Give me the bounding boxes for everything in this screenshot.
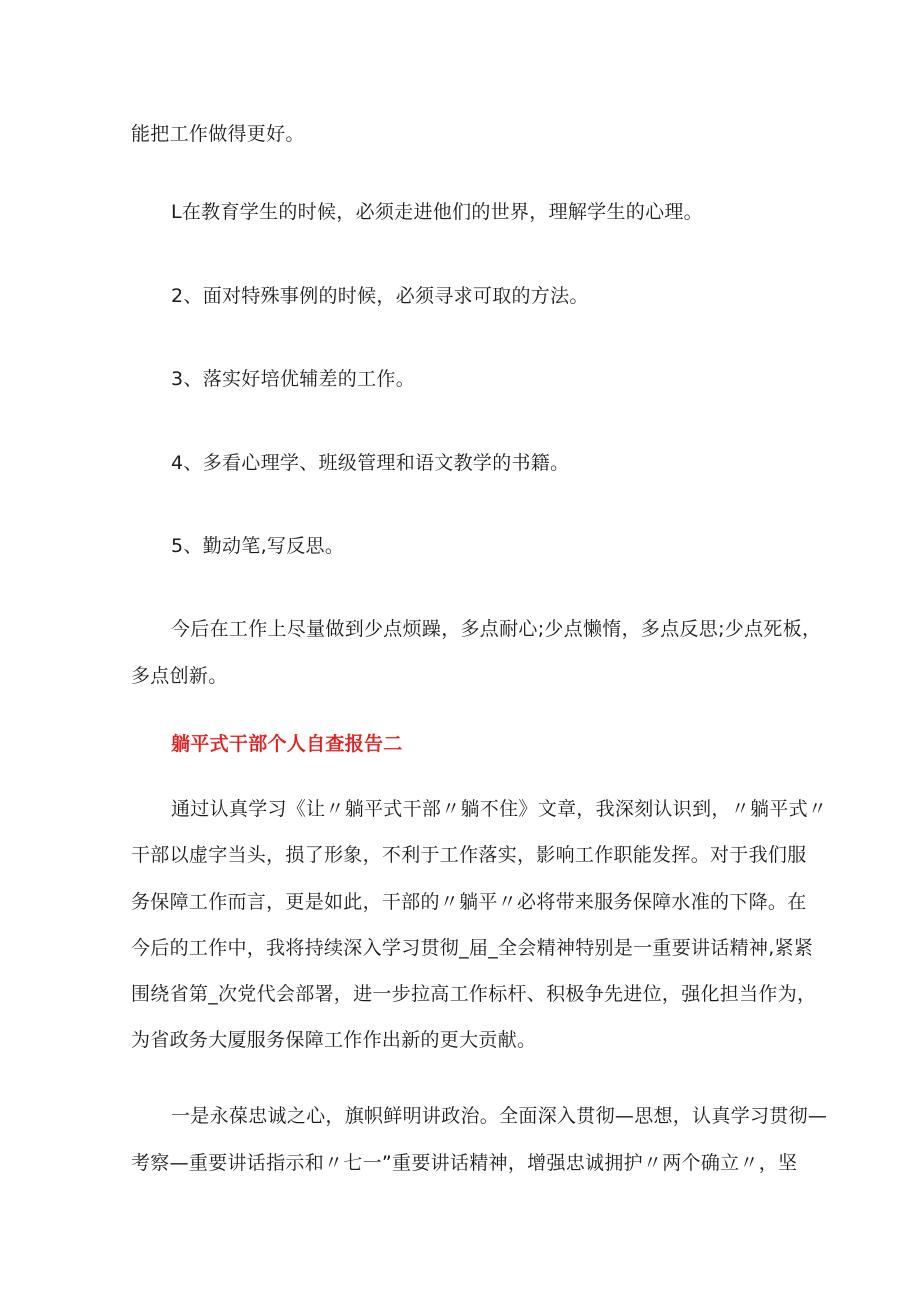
list-item-1: L在教育学生的时候，必须走进他们的世界，理解学生的心理。 bbox=[171, 201, 703, 223]
paragraph-line: 通过认真学习《让〃躺平式干部〃躺不住》文章，我深刻认识到，〃躺平式〃 bbox=[171, 798, 828, 820]
list-item-3: 3、落实好培优辅差的工作。 bbox=[171, 368, 415, 390]
paragraph-line: 今后在工作上尽量做到少点烦躁，多点耐心;少点懒惰，多点反思;少点死板， bbox=[171, 618, 822, 640]
paragraph-line: 务保障工作而言，更是如此，干部的〃躺平〃必将带来服务保障水准的下降。在 bbox=[131, 891, 807, 913]
paragraph-line: 多点创新。 bbox=[131, 665, 228, 687]
list-item-5: 5、勤动笔,写反思。 bbox=[171, 535, 345, 557]
paragraph-line: 围绕省第_次党代会部署，进一步拉高工作标杆、积极争先进位，强化担当作为， bbox=[131, 983, 817, 1005]
paragraph-line: 考察—重要讲话指示和〃七一”重要讲话精神，增强忠诚拥护〃两个确立〃，坚 bbox=[131, 1152, 798, 1174]
paragraph-line: 干部以虚字当头，损了形象，不利于工作落实，影响工作职能发挥。对于我们服 bbox=[131, 844, 807, 866]
paragraph-line: 一是永葆忠诚之心，旗帜鲜明讲政治。全面深入贯彻—思想，认真学习贯彻— bbox=[171, 1105, 828, 1127]
paragraph-line: 能把工作做得更好。 bbox=[131, 123, 305, 145]
paragraph-line: 为省政务大厦服务保障工作作出新的更大贡献。 bbox=[131, 1029, 537, 1051]
list-item-2: 2、面对特殊事例的时候，必须寻求可取的方法。 bbox=[171, 285, 589, 307]
paragraph-line: 今后的工作中，我将持续深入学习贯彻_届_全会精神特别是一重要讲话精神,紧紧 bbox=[131, 937, 814, 959]
section-heading: 躺平式干部个人自查报告二 bbox=[171, 733, 403, 755]
list-item-4: 4、多看心理学、班级管理和语文教学的书籍。 bbox=[171, 452, 570, 474]
